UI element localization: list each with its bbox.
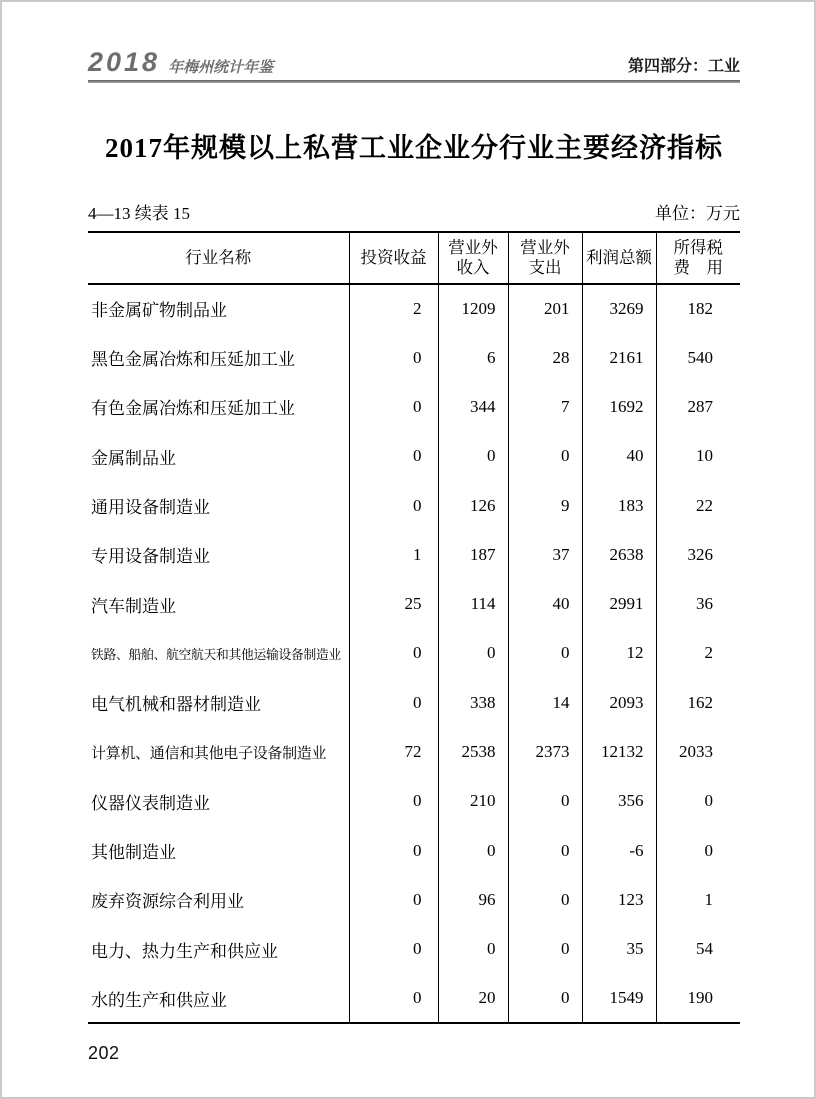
value-cell-non-operating-income: 6	[438, 333, 508, 382]
column-header-total-profit: 利润总额	[582, 232, 656, 284]
value-cell-income-tax: 162	[656, 678, 740, 727]
value-cell-non-operating-expense: 2373	[508, 727, 582, 776]
value-cell-investment-income: 0	[349, 432, 438, 481]
industry-name-cell: 非金属矿物制品业	[91, 301, 227, 321]
value-cell-income-tax: 22	[656, 481, 740, 530]
value-cell-investment-income: 72	[349, 727, 438, 776]
value-cell-investment-income: 0	[349, 481, 438, 530]
value-cell-income-tax: 287	[656, 382, 740, 431]
table-header-row	[88, 232, 740, 284]
value-cell-income-tax: 190	[656, 974, 740, 1023]
yearbook-year: 2018	[88, 47, 161, 77]
table-row	[88, 777, 740, 826]
value-cell-total-profit: 2638	[582, 530, 656, 579]
value-cell-total-profit: 12132	[582, 727, 656, 776]
value-cell-non-operating-expense: 201	[508, 284, 582, 333]
value-cell-total-profit: 123	[582, 875, 656, 924]
column-header-non-operating-income: 营业外 收入	[438, 232, 508, 284]
value-cell-investment-income: 1	[349, 530, 438, 579]
value-cell-investment-income: 2	[349, 284, 438, 333]
value-cell-non-operating-income: 20	[438, 974, 508, 1023]
value-cell-non-operating-income: 338	[438, 678, 508, 727]
column-header-income-tax: 所得税 费 用	[656, 232, 740, 284]
value-cell-income-tax: 2	[656, 629, 740, 678]
value-cell-non-operating-expense: 0	[508, 875, 582, 924]
value-cell-investment-income: 0	[349, 629, 438, 678]
value-cell-non-operating-expense: 28	[508, 333, 582, 382]
value-cell-non-operating-income: 0	[438, 925, 508, 974]
value-cell-non-operating-income: 1209	[438, 284, 508, 333]
industry-name-cell: 有色金属冶炼和压延加工业	[91, 399, 295, 419]
section-label: 第四部分：工业	[627, 58, 740, 76]
table-row	[88, 530, 740, 579]
industry-name-cell: 铁路、船舶、航空航天和其他运输设备制造业	[91, 647, 341, 662]
value-cell-non-operating-income: 0	[438, 826, 508, 875]
industry-name-cell: 废弃资源综合利用业	[91, 892, 244, 912]
value-cell-non-operating-expense: 0	[508, 432, 582, 481]
value-cell-investment-income: 0	[349, 925, 438, 974]
value-cell-investment-income: 0	[349, 826, 438, 875]
table-row	[88, 382, 740, 431]
column-header-non-operating-expense: 营业外 支出	[508, 232, 582, 284]
value-cell-income-tax: 0	[656, 826, 740, 875]
unit-label: 单位：万元	[655, 203, 740, 223]
industry-name-cell: 仪器仪表制造业	[91, 793, 210, 813]
column-header-investment-income: 投资收益	[349, 232, 438, 284]
value-cell-non-operating-income: 96	[438, 875, 508, 924]
industry-name-cell: 电气机械和器材制造业	[91, 695, 261, 715]
table-row	[88, 481, 740, 530]
value-cell-investment-income: 0	[349, 974, 438, 1023]
value-cell-non-operating-income: 344	[438, 382, 508, 431]
value-cell-income-tax: 540	[656, 333, 740, 382]
table-body	[88, 284, 740, 1023]
value-cell-total-profit: 2991	[582, 580, 656, 629]
industry-name-cell: 水的生产和供应业	[91, 990, 227, 1010]
value-cell-non-operating-income: 2538	[438, 727, 508, 776]
value-cell-non-operating-expense: 7	[508, 382, 582, 431]
value-cell-non-operating-expense: 0	[508, 777, 582, 826]
value-cell-income-tax: 2033	[656, 727, 740, 776]
value-cell-non-operating-income: 0	[438, 432, 508, 481]
industry-name-cell: 汽车制造业	[91, 596, 176, 616]
table-row	[88, 284, 740, 333]
page-content	[88, 48, 740, 1064]
running-head-left	[88, 49, 273, 76]
value-cell-total-profit: -6	[582, 826, 656, 875]
table-row	[88, 974, 740, 1023]
value-cell-total-profit: 1549	[582, 974, 656, 1023]
value-cell-non-operating-income: 114	[438, 580, 508, 629]
industry-name-cell: 金属制品业	[91, 448, 176, 468]
page-title: 2017年规模以上私营工业企业分行业主要经济指标	[105, 133, 723, 163]
table-row	[88, 678, 740, 727]
value-cell-income-tax: 326	[656, 530, 740, 579]
industry-name-cell: 专用设备制造业	[91, 547, 210, 567]
table-row	[88, 875, 740, 924]
column-header-industry-name: 行业名称	[185, 248, 252, 268]
value-cell-income-tax: 0	[656, 777, 740, 826]
table-row	[88, 925, 740, 974]
value-cell-total-profit: 35	[582, 925, 656, 974]
value-cell-non-operating-income: 187	[438, 530, 508, 579]
table-row	[88, 333, 740, 382]
value-cell-investment-income: 0	[349, 875, 438, 924]
value-cell-non-operating-expense: 0	[508, 925, 582, 974]
table-row	[88, 432, 740, 481]
value-cell-total-profit: 2093	[582, 678, 656, 727]
page-number: 202	[88, 1043, 120, 1064]
value-cell-non-operating-expense: 9	[508, 481, 582, 530]
industry-name-cell: 黑色金属冶炼和压延加工业	[91, 350, 295, 370]
value-cell-investment-income: 0	[349, 777, 438, 826]
running-head	[88, 48, 740, 76]
value-cell-non-operating-expense: 40	[508, 580, 582, 629]
statistics-table	[88, 231, 740, 1024]
table-meta	[88, 203, 740, 225]
value-cell-non-operating-expense: 37	[508, 530, 582, 579]
yearbook-title: 年梅州统计年鉴	[168, 58, 274, 76]
value-cell-income-tax: 1	[656, 875, 740, 924]
industry-name-cell: 其他制造业	[91, 843, 176, 863]
value-cell-non-operating-income: 0	[438, 629, 508, 678]
value-cell-investment-income: 0	[349, 678, 438, 727]
industry-name-cell: 计算机、通信和其他电子设备制造业	[91, 745, 327, 762]
value-cell-investment-income: 0	[349, 382, 438, 431]
value-cell-total-profit: 1692	[582, 382, 656, 431]
value-cell-non-operating-expense: 14	[508, 678, 582, 727]
industry-name-cell: 电力、热力生产和供应业	[91, 941, 278, 961]
value-cell-income-tax: 182	[656, 284, 740, 333]
value-cell-investment-income: 25	[349, 580, 438, 629]
table-number: 4—13 续表 15	[88, 203, 190, 223]
page-footer	[88, 1043, 740, 1064]
industry-name-cell: 通用设备制造业	[91, 498, 210, 518]
table-row	[88, 629, 740, 678]
value-cell-income-tax: 54	[656, 925, 740, 974]
table-row	[88, 580, 740, 629]
value-cell-non-operating-income: 210	[438, 777, 508, 826]
value-cell-total-profit: 3269	[582, 284, 656, 333]
value-cell-non-operating-expense: 0	[508, 974, 582, 1023]
value-cell-non-operating-expense: 0	[508, 826, 582, 875]
value-cell-non-operating-expense: 0	[508, 629, 582, 678]
value-cell-total-profit: 2161	[582, 333, 656, 382]
table-row	[88, 826, 740, 875]
header-rule	[88, 80, 740, 83]
value-cell-total-profit: 40	[582, 432, 656, 481]
value-cell-income-tax: 36	[656, 580, 740, 629]
table-row	[88, 727, 740, 776]
value-cell-non-operating-income: 126	[438, 481, 508, 530]
value-cell-investment-income: 0	[349, 333, 438, 382]
value-cell-total-profit: 356	[582, 777, 656, 826]
value-cell-income-tax: 10	[656, 432, 740, 481]
value-cell-total-profit: 183	[582, 481, 656, 530]
table-header	[88, 232, 740, 284]
value-cell-total-profit: 12	[582, 629, 656, 678]
